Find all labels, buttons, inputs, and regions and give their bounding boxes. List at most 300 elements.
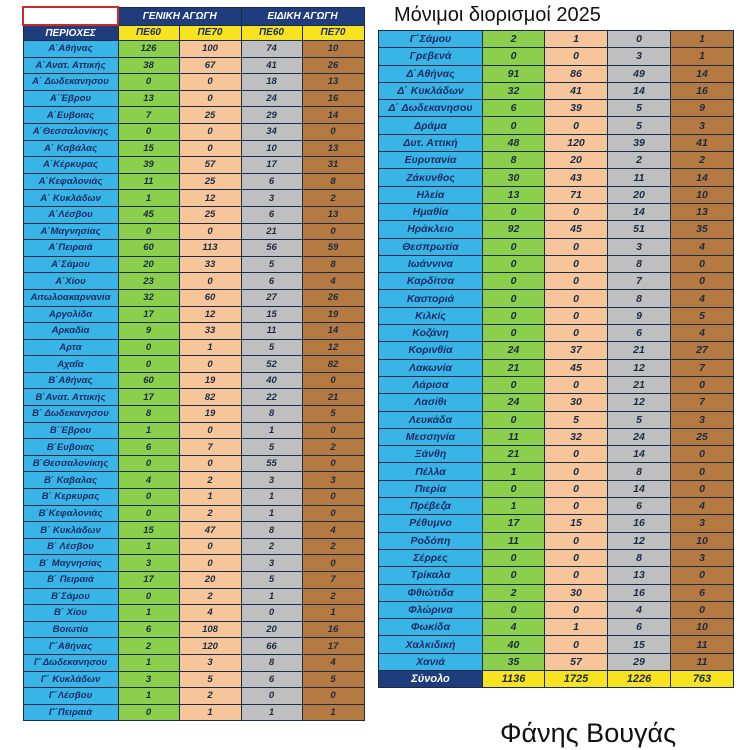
table-row — [23, 422, 364, 439]
pe70-general-cell: 0 — [179, 123, 241, 140]
pe70-special-cell: 0 — [302, 489, 364, 506]
region-name-cell: Α΄Κέρκυρας — [23, 157, 118, 174]
pe60-special-cell: 20 — [241, 621, 302, 638]
pe70-general-cell: 0 — [545, 446, 608, 463]
pe70-general-cell: 19 — [179, 372, 241, 389]
pe70-special-cell: 41 — [671, 134, 734, 151]
pe60-general-cell: 45 — [118, 206, 179, 223]
table-row — [379, 117, 734, 134]
pe60-general-cell: 32 — [118, 289, 179, 306]
pe60-general-cell: 91 — [483, 65, 545, 82]
pe60-special-cell: 6 — [241, 671, 302, 688]
region-name-cell: Πιερία — [379, 480, 483, 497]
pe60-general-cell: 0 — [118, 74, 179, 91]
table-row — [379, 134, 734, 151]
pe60-general-cell: 2 — [118, 638, 179, 655]
region-name-cell: Αιτωλοακαρνανία — [23, 289, 118, 306]
table-row — [379, 498, 734, 515]
pe60-special-cell: 7 — [608, 273, 671, 290]
pe60-special-cell: 22 — [241, 389, 302, 406]
table-row — [379, 273, 734, 290]
pe70-special-cell: 0 — [302, 372, 364, 389]
pe70-special-cell: 11 — [671, 653, 734, 670]
table-row — [379, 619, 734, 636]
pe70-special-cell: 2 — [671, 152, 734, 169]
column-header-pe60-general: ΠΕ60 — [118, 25, 179, 41]
region-name-cell: Κοζάνη — [379, 325, 483, 342]
region-name-cell: Α΄Θεσσαλονίκης — [23, 123, 118, 140]
table-row — [379, 480, 734, 497]
region-name-cell: Α΄Χίου — [23, 273, 118, 290]
table-row — [23, 140, 364, 157]
table-row — [379, 100, 734, 117]
region-name-cell: Α΄Σάμου — [23, 256, 118, 273]
pe70-special-cell: 10 — [671, 619, 734, 636]
table-row — [23, 123, 364, 140]
pe60-general-cell: 17 — [483, 515, 545, 532]
region-name-cell: Χαλκιδική — [379, 636, 483, 653]
pe70-special-cell: 5 — [302, 671, 364, 688]
pe60-special-cell: 8 — [241, 522, 302, 539]
pe60-general-cell: 11 — [483, 532, 545, 549]
pe60-general-cell: 15 — [118, 522, 179, 539]
pe60-general-cell: 17 — [118, 306, 179, 323]
pe60-special-cell: 8 — [608, 463, 671, 480]
pe60-special-cell: 4 — [608, 601, 671, 618]
pe60-general-cell: 1 — [118, 190, 179, 207]
pe60-special-cell: 3 — [241, 472, 302, 489]
pe70-general-cell: 37 — [545, 342, 608, 359]
table-row — [23, 572, 364, 589]
region-name-cell: Γ΄Λέσβου — [23, 688, 118, 705]
pe60-general-cell: 32 — [483, 82, 545, 99]
pe70-special-cell: 31 — [302, 157, 364, 174]
pe60-special-cell: 6 — [241, 173, 302, 190]
region-name-cell: Α΄Ευβοιας — [23, 107, 118, 124]
pe60-general-cell: 0 — [483, 290, 545, 307]
pe70-special-cell: 12 — [302, 339, 364, 356]
pe70-general-cell: 0 — [545, 532, 608, 549]
pe60-general-cell: 0 — [118, 505, 179, 522]
region-name-cell: Γ΄Σάμου — [379, 31, 483, 48]
pe60-special-cell: 29 — [241, 107, 302, 124]
pe60-general-cell: 8 — [118, 406, 179, 423]
column-header-pe70-general: ΠΕ70 — [179, 25, 241, 41]
pe70-special-cell: 0 — [671, 255, 734, 272]
pe70-special-cell: 1 — [671, 48, 734, 65]
region-name-cell: Ηράκλειο — [379, 221, 483, 238]
pe60-general-cell: 23 — [118, 273, 179, 290]
region-name-cell: Α΄Κεφαλονιάς — [23, 173, 118, 190]
pe60-special-cell: 5 — [241, 256, 302, 273]
table-row — [379, 359, 734, 376]
table-row — [23, 256, 364, 273]
table-row — [379, 325, 734, 342]
pe60-special-cell: 6 — [241, 206, 302, 223]
pe70-special-cell: 0 — [671, 446, 734, 463]
pe70-general-cell: 2 — [179, 588, 241, 605]
pe70-general-cell: 113 — [179, 240, 241, 257]
pe60-general-cell: 2 — [483, 584, 545, 601]
pe70-general-cell: 1 — [179, 489, 241, 506]
pe70-general-cell: 5 — [179, 671, 241, 688]
region-name-cell: Χανιά — [379, 653, 483, 670]
pe70-special-cell: 10 — [302, 41, 364, 58]
pe70-general-cell: 0 — [545, 255, 608, 272]
region-name-cell: Ευρυτανία — [379, 152, 483, 169]
pe60-special-cell: 13 — [608, 567, 671, 584]
pe70-general-cell: 0 — [179, 74, 241, 91]
pe70-special-cell: 2 — [302, 439, 364, 456]
table-row — [23, 704, 364, 721]
table-row — [23, 671, 364, 688]
pe60-general-cell: 21 — [483, 359, 545, 376]
region-name-cell: Α΄Μαγνησίας — [23, 223, 118, 240]
region-name-cell: Δ΄ Κυκλάδων — [379, 82, 483, 99]
total-label: Σύνολο — [379, 670, 483, 687]
region-name-cell: Δ΄Αθήνας — [379, 65, 483, 82]
pe60-special-cell: 8 — [241, 654, 302, 671]
table-row — [23, 538, 364, 555]
pe70-general-cell: 41 — [545, 82, 608, 99]
pe70-general-cell: 15 — [545, 515, 608, 532]
pe60-special-cell: 17 — [241, 157, 302, 174]
pe70-general-cell: 0 — [545, 376, 608, 393]
table-row — [379, 394, 734, 411]
pe70-special-cell: 4 — [671, 290, 734, 307]
region-name-cell: Α΄Πειραιά — [23, 240, 118, 257]
pe70-special-cell: 10 — [671, 532, 734, 549]
pe70-general-cell: 0 — [545, 238, 608, 255]
pe70-general-cell: 1 — [179, 339, 241, 356]
pe60-special-cell: 11 — [608, 169, 671, 186]
pe70-general-cell: 100 — [179, 41, 241, 58]
pe60-special-cell: 5 — [608, 100, 671, 117]
pe70-special-cell: 59 — [302, 240, 364, 257]
pe70-special-cell: 10 — [671, 186, 734, 203]
pe70-special-cell: 4 — [302, 273, 364, 290]
pe70-special-cell: 8 — [302, 256, 364, 273]
region-name-cell: Δυτ. Αττική — [379, 134, 483, 151]
right-table — [378, 30, 734, 688]
pe70-special-cell: 3 — [302, 472, 364, 489]
pe60-general-cell: 0 — [118, 455, 179, 472]
table-row — [23, 173, 364, 190]
pe70-special-cell: 0 — [302, 505, 364, 522]
pe70-general-cell: 0 — [545, 567, 608, 584]
pe60-special-cell: 6 — [241, 273, 302, 290]
region-name-cell: Β΄Σάμου — [23, 588, 118, 605]
pe70-general-cell: 30 — [545, 584, 608, 601]
table-row — [379, 653, 734, 670]
table-row — [23, 389, 364, 406]
pe60-general-cell: 11 — [483, 428, 545, 445]
pe70-special-cell: 21 — [302, 389, 364, 406]
pe70-special-cell: 0 — [671, 480, 734, 497]
pe60-general-cell: 0 — [483, 117, 545, 134]
pe70-special-cell: 5 — [671, 307, 734, 324]
total-row — [379, 670, 734, 687]
pe70-general-cell: 0 — [179, 455, 241, 472]
table-row — [23, 505, 364, 522]
pe60-general-cell: 3 — [118, 555, 179, 572]
table-row — [379, 65, 734, 82]
table-row — [379, 428, 734, 445]
table-row — [23, 190, 364, 207]
pe60-special-cell: 3 — [608, 48, 671, 65]
table-row — [23, 223, 364, 240]
table-row — [379, 169, 734, 186]
table-row — [379, 601, 734, 618]
pe60-general-cell: 20 — [118, 256, 179, 273]
pe70-general-cell: 45 — [545, 359, 608, 376]
pe70-special-cell: 0 — [302, 123, 364, 140]
region-name-cell: Λασίθι — [379, 394, 483, 411]
pe60-special-cell: 15 — [608, 636, 671, 653]
table-row — [23, 339, 364, 356]
pe60-special-cell: 12 — [608, 532, 671, 549]
table-row — [23, 638, 364, 655]
pe70-general-cell: 0 — [545, 117, 608, 134]
pe60-general-cell: 15 — [118, 140, 179, 157]
pe70-general-cell: 120 — [179, 638, 241, 655]
pe60-general-cell: 0 — [118, 588, 179, 605]
pe70-general-cell: 0 — [545, 601, 608, 618]
pe70-special-cell: 26 — [302, 289, 364, 306]
pe60-general-cell: 3 — [118, 671, 179, 688]
pe60-special-cell: 24 — [608, 428, 671, 445]
pe60-special-cell: 74 — [241, 41, 302, 58]
pe60-general-cell: 0 — [483, 480, 545, 497]
table-row — [23, 472, 364, 489]
region-name-cell: Β΄Αθήνας — [23, 372, 118, 389]
region-name-cell: Λακωνία — [379, 359, 483, 376]
table-row — [379, 82, 734, 99]
pe70-special-cell: 1 — [302, 704, 364, 721]
pe60-general-cell: 0 — [483, 307, 545, 324]
pe60-special-cell: 5 — [241, 339, 302, 356]
pe70-general-cell: 32 — [545, 428, 608, 445]
table-row — [379, 567, 734, 584]
pe60-special-cell: 20 — [608, 186, 671, 203]
pe60-general-cell: 0 — [118, 339, 179, 356]
pe60-general-cell: 1 — [118, 422, 179, 439]
pe70-general-cell: 86 — [545, 65, 608, 82]
region-name-cell: Θεσπρωτία — [379, 238, 483, 255]
pe70-special-cell: 7 — [671, 359, 734, 376]
pe70-general-cell: 7 — [179, 439, 241, 456]
region-name-cell: Βοιωτία — [23, 621, 118, 638]
pe60-general-cell: 1 — [483, 463, 545, 480]
region-name-cell: Κορινθία — [379, 342, 483, 359]
pe60-special-cell: 8 — [608, 549, 671, 566]
pe60-special-cell: 3 — [241, 190, 302, 207]
pe70-special-cell: 25 — [671, 428, 734, 445]
pe70-general-cell: 19 — [179, 406, 241, 423]
pe60-special-cell: 1 — [241, 422, 302, 439]
table-row — [379, 446, 734, 463]
pe60-general-cell: 17 — [118, 572, 179, 589]
table-row — [23, 372, 364, 389]
pe70-general-cell: 108 — [179, 621, 241, 638]
pe60-general-cell: 0 — [483, 255, 545, 272]
pe70-general-cell: 0 — [545, 549, 608, 566]
pe70-general-cell: 0 — [179, 538, 241, 555]
pe70-special-cell: 4 — [671, 498, 734, 515]
region-name-cell: Α΄Έβρου — [23, 90, 118, 107]
table-row — [379, 515, 734, 532]
pe70-special-cell: 13 — [302, 74, 364, 91]
pe60-general-cell: 0 — [483, 601, 545, 618]
region-name-cell: Ξάνθη — [379, 446, 483, 463]
pe60-general-cell: 0 — [118, 489, 179, 506]
pe70-special-cell: 82 — [302, 356, 364, 373]
pe60-special-cell: 49 — [608, 65, 671, 82]
pe70-special-cell: 14 — [671, 65, 734, 82]
region-name-cell: Φλώρινα — [379, 601, 483, 618]
pe60-special-cell: 16 — [608, 515, 671, 532]
pe70-special-cell: 4 — [671, 238, 734, 255]
pe60-special-cell: 16 — [608, 584, 671, 601]
region-name-cell: Β΄ Λέσβου — [23, 538, 118, 555]
pe70-general-cell: 82 — [179, 389, 241, 406]
table-row — [379, 186, 734, 203]
region-name-cell: Β΄ Κυκλάδων — [23, 522, 118, 539]
table-row — [23, 41, 364, 58]
pe60-special-cell: 27 — [241, 289, 302, 306]
pe60-general-cell: 35 — [483, 653, 545, 670]
pe60-general-cell: 0 — [483, 567, 545, 584]
pe70-general-cell: 1 — [545, 31, 608, 48]
table-row — [23, 289, 364, 306]
region-name-cell: Γρεβενά — [379, 48, 483, 65]
region-name-cell: Ημαθία — [379, 203, 483, 220]
table-row — [379, 238, 734, 255]
pe70-general-cell: 45 — [545, 221, 608, 238]
pe70-general-cell: 2 — [179, 472, 241, 489]
table-row — [23, 621, 364, 638]
pe70-general-cell: 39 — [545, 100, 608, 117]
region-name-cell: Γ΄Πειραιά — [23, 704, 118, 721]
region-name-cell: Ζάκυνθος — [379, 169, 483, 186]
pe70-general-cell: 47 — [179, 522, 241, 539]
pe70-special-cell: 4 — [671, 325, 734, 342]
pe60-general-cell: 30 — [483, 169, 545, 186]
pe70-general-cell: 0 — [545, 273, 608, 290]
pe70-general-cell: 0 — [545, 480, 608, 497]
pe70-general-cell: 0 — [545, 325, 608, 342]
region-name-cell: Β΄Ανατ. Αττικής — [23, 389, 118, 406]
pe70-general-cell: 120 — [545, 134, 608, 151]
pe60-special-cell: 24 — [241, 90, 302, 107]
table-row — [379, 203, 734, 220]
pe60-general-cell: 38 — [118, 57, 179, 74]
pe70-general-cell: 0 — [179, 90, 241, 107]
pe70-special-cell: 16 — [671, 82, 734, 99]
right-table-body — [379, 31, 734, 671]
pe70-special-cell: 0 — [302, 455, 364, 472]
pe60-special-cell: 10 — [241, 140, 302, 157]
pe60-special-cell: 0 — [241, 605, 302, 622]
pe60-special-cell: 6 — [608, 498, 671, 515]
group-header-special: ΕΙΔΙΚΗ ΑΓΩΓΗ — [241, 7, 364, 25]
pe70-special-cell: 3 — [671, 117, 734, 134]
region-name-cell: Καρδίτσα — [379, 273, 483, 290]
table-row — [379, 532, 734, 549]
region-name-cell: Β΄ Χίου — [23, 605, 118, 622]
pe70-general-cell: 1 — [545, 619, 608, 636]
left-table — [22, 6, 365, 721]
pe60-general-cell: 4 — [118, 472, 179, 489]
pe70-special-cell: 5 — [302, 406, 364, 423]
table-row — [23, 240, 364, 257]
pe70-special-cell: 2 — [302, 588, 364, 605]
pe70-general-cell: 5 — [545, 411, 608, 428]
pe70-special-cell: 27 — [671, 342, 734, 359]
pe70-special-cell: 0 — [302, 555, 364, 572]
region-name-cell: Τρίκαλα — [379, 567, 483, 584]
pe70-general-cell: 0 — [179, 555, 241, 572]
pe60-general-cell: 1 — [118, 538, 179, 555]
pe60-special-cell: 8 — [241, 406, 302, 423]
region-name-cell: Β΄ Κερκυρας — [23, 489, 118, 506]
pe70-special-cell: 16 — [302, 621, 364, 638]
pe70-special-cell: 16 — [302, 90, 364, 107]
pe70-special-cell: 0 — [302, 223, 364, 240]
table-row — [23, 57, 364, 74]
pe60-special-cell: 14 — [608, 480, 671, 497]
pe60-special-cell: 34 — [241, 123, 302, 140]
table-row — [379, 463, 734, 480]
table-row — [23, 439, 364, 456]
pe60-general-cell: 24 — [483, 394, 545, 411]
pe60-general-cell: 1 — [118, 688, 179, 705]
pe60-special-cell: 1 — [241, 588, 302, 605]
region-name-cell: Β΄Ευβοιας — [23, 439, 118, 456]
pe70-general-cell: 0 — [179, 422, 241, 439]
table-row — [23, 323, 364, 340]
region-name-cell: Ηλεία — [379, 186, 483, 203]
pe70-special-cell: 35 — [671, 221, 734, 238]
table-row — [23, 406, 364, 423]
group-header-general: ΓΕΝΙΚΗ ΑΓΩΓΗ — [118, 7, 241, 25]
region-name-cell: Α΄Ανατ. Αττικής — [23, 57, 118, 74]
region-name-cell: Α΄ Κυκλάδων — [23, 190, 118, 207]
pe70-special-cell: 13 — [302, 206, 364, 223]
pe60-general-cell: 21 — [483, 446, 545, 463]
region-name-cell: Α΄ Δωδεκανησου — [23, 74, 118, 91]
region-name-cell: Ιωάννινα — [379, 255, 483, 272]
pe60-general-cell: 0 — [483, 203, 545, 220]
pe70-general-cell: 67 — [179, 57, 241, 74]
pe60-special-cell: 55 — [241, 455, 302, 472]
table-row — [379, 584, 734, 601]
page-title: Μόνιμοι διορισμοί 2025 — [394, 4, 601, 26]
pe60-special-cell: 2 — [608, 152, 671, 169]
pe70-special-cell: 8 — [302, 173, 364, 190]
pe60-special-cell: 41 — [241, 57, 302, 74]
pe60-special-cell: 12 — [608, 394, 671, 411]
pe70-general-cell: 0 — [545, 498, 608, 515]
pe70-general-cell: 25 — [179, 206, 241, 223]
pe70-general-cell: 2 — [179, 505, 241, 522]
pe60-special-cell: 3 — [241, 555, 302, 572]
pe60-special-cell: 0 — [241, 688, 302, 705]
pe70-special-cell: 4 — [302, 654, 364, 671]
table-row — [23, 654, 364, 671]
table-row — [379, 221, 734, 238]
region-name-cell: Πέλλα — [379, 463, 483, 480]
